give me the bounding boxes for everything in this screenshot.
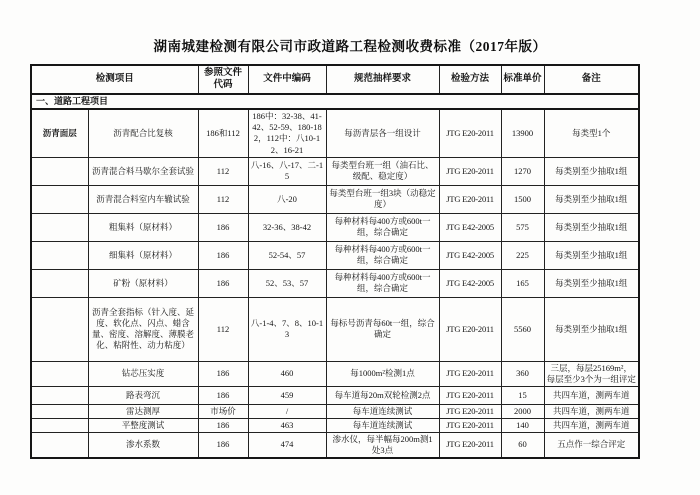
col-header-price: 标准单价 — [501, 65, 544, 94]
cell-item: 细集料（原材料） — [88, 241, 198, 269]
cell-item: 矿粉（原材料） — [88, 269, 198, 297]
cell-price: 165 — [501, 269, 544, 297]
cell-sampling: 每类型台班一组3块（动稳定度） — [326, 185, 439, 213]
cell-sampling: 每标号沥青每60t一组，综合确定 — [326, 297, 439, 361]
cell-price: 60 — [501, 432, 544, 458]
cell-file-code: 186中：32-38、41-42、52-59、180-182，112中：八10-12、16-21 — [248, 109, 326, 157]
cell-method: JTG E20-2011 — [439, 386, 501, 404]
table-row — [31, 109, 639, 157]
cell-sampling: 每车道每20m双轮检测2点 — [326, 386, 439, 404]
cell-price: 1270 — [501, 157, 544, 185]
cell-remark: 每类别至少抽取1组 — [544, 213, 639, 241]
cell-method: JTG E20-2011 — [439, 361, 501, 386]
cell-price: 13900 — [501, 109, 544, 157]
cell-sampling: 每车道连续测试 — [326, 404, 439, 418]
cell-sampling: 每车道连续测试 — [326, 418, 439, 432]
cell-ref-code: 186 — [198, 386, 248, 404]
cell-item: 沥青混合料室内车辙试验 — [88, 185, 198, 213]
cell-item: 沥青混合料马歇尔全套试验 — [88, 157, 198, 185]
table-row — [31, 269, 639, 297]
table-row — [31, 404, 639, 418]
table-row — [31, 157, 639, 185]
cell-item: 粗集料（原材料） — [88, 213, 198, 241]
cell-method: JTG E20-2011 — [439, 297, 501, 361]
table-row — [31, 432, 639, 458]
col-header-sampling: 规范抽样要求 — [326, 65, 439, 94]
cell-price: 575 — [501, 213, 544, 241]
cell-ref-code: 112 — [198, 297, 248, 361]
cell-file-code: 52-54、57 — [248, 241, 326, 269]
col-header-method: 检验方法 — [439, 65, 501, 94]
category-cell-empty — [31, 297, 88, 361]
cell-remark: 每类别至少抽取1组 — [544, 297, 639, 361]
category-cell-empty — [31, 269, 88, 297]
cell-method: JTG E20-2011 — [439, 432, 501, 458]
cell-price: 2000 — [501, 404, 544, 418]
category-cell-empty — [31, 361, 88, 386]
cell-file-code: 460 — [248, 361, 326, 386]
cell-remark: 每类别至少抽取1组 — [544, 185, 639, 213]
col-header-item: 检测项目 — [31, 65, 198, 94]
cell-remark: 每类别至少抽取1组 — [544, 157, 639, 185]
cell-sampling: 每1000m²检测1点 — [326, 361, 439, 386]
cell-item: 钻芯压实度 — [88, 361, 198, 386]
cell-remark: 共四车道，测两车道 — [544, 404, 639, 418]
cell-sampling: 每种材料每400方或600t一组，综合确定 — [326, 213, 439, 241]
cell-sampling: 每类型台班一组（油石比、级配、稳定度） — [326, 157, 439, 185]
category-cell-empty — [31, 185, 88, 213]
cell-ref-code: 186 — [198, 361, 248, 386]
cell-ref-code: 112 — [198, 185, 248, 213]
cell-method: JTG E20-2011 — [439, 109, 501, 157]
cell-item: 平整度测试 — [88, 418, 198, 432]
cell-price: 15 — [501, 386, 544, 404]
cell-ref-code: 186 — [198, 432, 248, 458]
cell-sampling: 每种材料每400方或600t一组，综合确定 — [326, 241, 439, 269]
fee-standard-table — [30, 64, 640, 459]
col-header-file-code: 文件中编码 — [248, 65, 326, 94]
cell-price: 140 — [501, 418, 544, 432]
cell-ref-code: 186和112 — [198, 109, 248, 157]
cell-method: JTG E20-2011 — [439, 157, 501, 185]
cell-method: JTG E42-2005 — [439, 213, 501, 241]
cell-ref-code: 186 — [198, 269, 248, 297]
cell-file-code: 八-16、八-17、二-15 — [248, 157, 326, 185]
table-row — [31, 297, 639, 361]
cell-remark: 每类型1个 — [544, 109, 639, 157]
table-row — [31, 213, 639, 241]
cell-sampling: 每沥青层各一组设计 — [326, 109, 439, 157]
category-cell-empty — [31, 386, 88, 404]
table-row — [31, 241, 639, 269]
cell-method: JTG E20-2011 — [439, 185, 501, 213]
cell-remark: 三层，每层25169m²，每层至少3个为一组评定 — [544, 361, 639, 386]
cell-sampling: 每种材料每400方或600t一组，综合确定 — [326, 269, 439, 297]
cell-file-code: 八-20 — [248, 185, 326, 213]
section-title: 一、道路工程项目 — [31, 94, 639, 110]
cell-ref-code: 市场价 — [198, 404, 248, 418]
page-title: 湖南城建检测有限公司市政道路工程检测收费标准（2017年版） — [153, 39, 547, 54]
table-row — [31, 185, 639, 213]
cell-price: 1500 — [501, 185, 544, 213]
cell-file-code: 474 — [248, 432, 326, 458]
cell-method: JTG E20-2011 — [439, 404, 501, 418]
cell-sampling: 渗水仪，每半幅每200m测1处3点 — [326, 432, 439, 458]
cell-ref-code: 112 — [198, 157, 248, 185]
cell-price: 5560 — [501, 297, 544, 361]
cell-file-code: 52、53、57 — [248, 269, 326, 297]
category-cell-empty — [31, 157, 88, 185]
category-cell-empty — [31, 213, 88, 241]
cell-file-code: 459 — [248, 386, 326, 404]
cell-item: 沥青配合比复核 — [88, 109, 198, 157]
cell-file-code: 463 — [248, 418, 326, 432]
category-cell-empty — [31, 241, 88, 269]
cell-ref-code: 186 — [198, 241, 248, 269]
cell-method: JTG E20-2011 — [439, 418, 501, 432]
category-cell-empty — [31, 404, 88, 418]
col-header-ref-code: 参照文件代码 — [198, 65, 248, 94]
category-cell-empty — [31, 432, 88, 458]
col-header-remark: 备注 — [544, 65, 639, 94]
table-row — [31, 361, 639, 386]
cell-item: 雷达测厚 — [88, 404, 198, 418]
category-cell-empty — [31, 418, 88, 432]
cell-ref-code: 186 — [198, 213, 248, 241]
cell-file-code: / — [248, 404, 326, 418]
cell-price: 225 — [501, 241, 544, 269]
cell-method: JTG E42-2005 — [439, 269, 501, 297]
cell-remark: 共四车道，测两车道 — [544, 418, 639, 432]
cell-item: 路表弯沉 — [88, 386, 198, 404]
cell-method: JTG E42-2005 — [439, 241, 501, 269]
table-row — [31, 386, 639, 404]
category-cell: 沥青面层 — [31, 109, 88, 157]
cell-remark: 五点作一综合评定 — [544, 432, 639, 458]
cell-remark: 共四车道，测两车道 — [544, 386, 639, 404]
cell-file-code: 32-36、38-42 — [248, 213, 326, 241]
cell-price: 360 — [501, 361, 544, 386]
cell-remark: 每类别至少抽取1组 — [544, 269, 639, 297]
cell-item: 渗水系数 — [88, 432, 198, 458]
header-row — [31, 65, 639, 94]
cell-remark: 每类别至少抽取1组 — [544, 241, 639, 269]
cell-file-code: 八-1-4、7、8、10-13 — [248, 297, 326, 361]
cell-item: 沥青全套指标（针入度、延度、软化点、闪点、蜡含量、密度、溶解度、薄膜老化、粘附性、动力粘度） — [88, 297, 198, 361]
cell-ref-code: 186 — [198, 418, 248, 432]
table-row — [31, 418, 639, 432]
section-row — [31, 94, 639, 110]
